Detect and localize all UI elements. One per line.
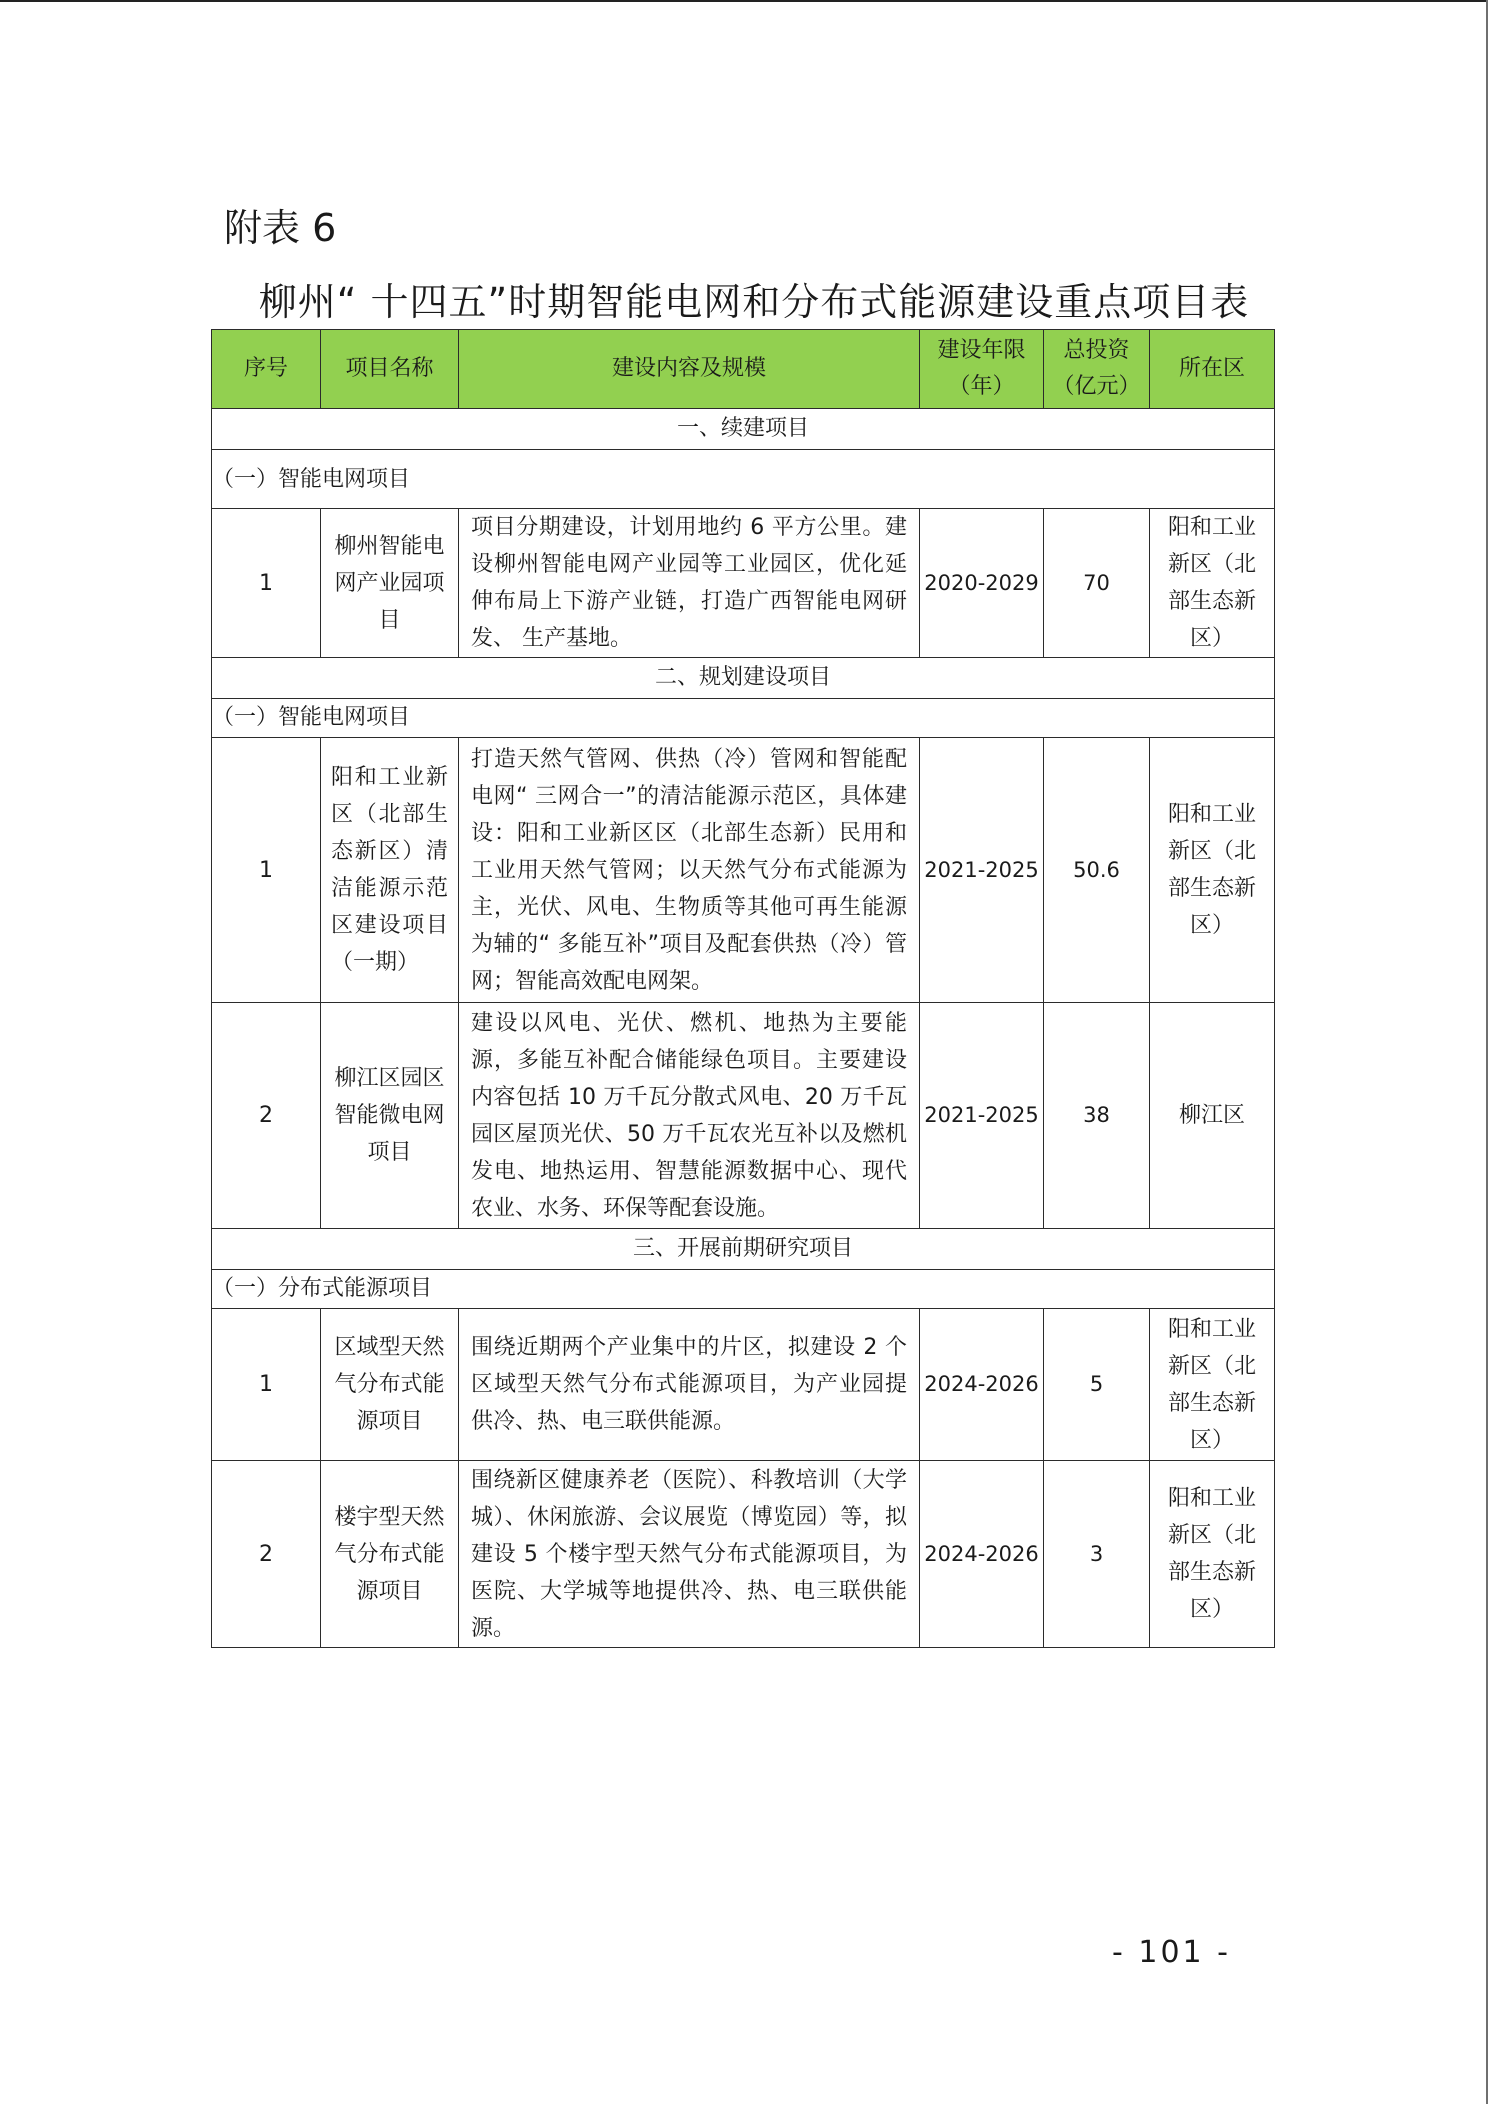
group-title: （一）智能电网项目	[212, 450, 1275, 509]
row-no: 1	[212, 1309, 321, 1461]
table-header-row	[212, 330, 1275, 409]
row-investment: 5	[1044, 1309, 1150, 1461]
row-district: 阳和工业新区（北部生态新区）	[1150, 738, 1275, 1003]
section-row	[212, 1229, 1275, 1270]
section-title: 三、开展前期研究项目	[212, 1229, 1275, 1270]
row-period: 2024-2026	[920, 1309, 1044, 1461]
table-row	[212, 1003, 1275, 1229]
group-title: （一）分布式能源项目	[212, 1270, 1275, 1309]
row-content: 建设以风电、光伏、燃机、地热为主要能源，多能互补配合储能绿色项目。主要建设内容包括 10 万千瓦分散式风电、20 万千瓦园区屋顶光伏、50 万千瓦农光互补以及燃机发电、地热运用、智慧能源数据中心、现代农业、水务、环保等配套设施。	[459, 1003, 920, 1229]
header-period	[920, 330, 1044, 409]
table-row	[212, 1461, 1275, 1648]
row-content: 围绕近期两个产业集中的片区，拟建设 2 个区域型天然气分布式能源项目，为产业园提供冷、热、电三联供能源。	[459, 1309, 920, 1461]
section-title: 一、续建项目	[212, 409, 1275, 450]
row-project-name: 柳江区园区智能微电网项目	[321, 1003, 459, 1229]
row-content: 围绕新区健康养老（医院）、科教培训（大学城）、休闲旅游、会议展览（博览园）等，拟建设 5 个楼宇型天然气分布式能源项目，为医院、大学城等地提供冷、热、电三联供能源。	[459, 1461, 920, 1648]
table-row	[212, 1309, 1275, 1461]
row-no: 1	[212, 738, 321, 1003]
group-row	[212, 1270, 1275, 1309]
row-district: 阳和工业新区（北部生态新区）	[1150, 509, 1275, 658]
attachment-label: 附表 6	[224, 206, 337, 250]
row-district: 阳和工业新区（北部生态新区）	[1150, 1461, 1275, 1648]
group-title: （一）智能电网项目	[212, 699, 1275, 738]
header-investment-line1: 总投资	[1063, 338, 1130, 363]
row-project-name: 阳和工业新区（北部生态新区）清洁能源示范区建设项目（一期）	[321, 738, 459, 1003]
row-content: 项目分期建设，计划用地约 6 平方公里。建设柳州智能电网产业园等工业园区，优化延伸布局上下游产业链，打造广西智能电网研发、 生产基地。	[459, 509, 920, 658]
row-investment: 3	[1044, 1461, 1150, 1648]
page-number: - 101 -	[1112, 1935, 1231, 1970]
row-district: 柳江区	[1150, 1003, 1275, 1229]
header-district: 所在区	[1150, 330, 1275, 409]
row-investment: 38	[1044, 1003, 1150, 1229]
row-no: 2	[212, 1003, 321, 1229]
row-period: 2021-2025	[920, 1003, 1044, 1229]
row-period: 2021-2025	[920, 738, 1044, 1003]
group-row	[212, 699, 1275, 738]
row-investment: 70	[1044, 509, 1150, 658]
table-row	[212, 509, 1275, 658]
row-no: 1	[212, 509, 321, 658]
row-project-name: 区域型天然气分布式能源项目	[321, 1309, 459, 1461]
header-no: 序号	[212, 330, 321, 409]
row-district: 阳和工业新区（北部生态新区）	[1150, 1309, 1275, 1461]
row-project-name: 柳州智能电网产业园项目	[321, 509, 459, 658]
row-investment: 50.6	[1044, 738, 1150, 1003]
header-period-line1: 建设年限	[937, 338, 1026, 363]
page-top-border	[0, 0, 1488, 2]
row-no: 2	[212, 1461, 321, 1648]
section-row	[212, 658, 1275, 699]
table-row	[212, 738, 1275, 1003]
row-project-name: 楼宇型天然气分布式能源项目	[321, 1461, 459, 1648]
header-investment	[1044, 330, 1150, 409]
row-period: 2024-2026	[920, 1461, 1044, 1648]
row-period: 2020-2029	[920, 509, 1044, 658]
group-row	[212, 450, 1275, 509]
header-period-line2: （年）	[948, 374, 1015, 399]
row-content: 打造天然气管网、供热（冷）管网和智能配电网“ 三网合一”的清洁能源示范区，具体建设：阳和工业新区区（北部生态新）民用和工业用天然气管网；以天然气分布式能源为主，光伏、风电、生物质等其他可再生能源为辅的“ 多能互补”项目及配套供热（冷）管网；智能高效配电网架。	[459, 738, 920, 1003]
table-title: 柳州“ 十四五”时期智能电网和分布式能源建设重点项目表	[258, 280, 1250, 324]
header-investment-line2: （亿元）	[1052, 374, 1141, 399]
section-title: 二、规划建设项目	[212, 658, 1275, 699]
header-name: 项目名称	[321, 330, 459, 409]
header-content: 建设内容及规模	[459, 330, 920, 409]
project-table	[211, 329, 1275, 1648]
section-row	[212, 409, 1275, 450]
